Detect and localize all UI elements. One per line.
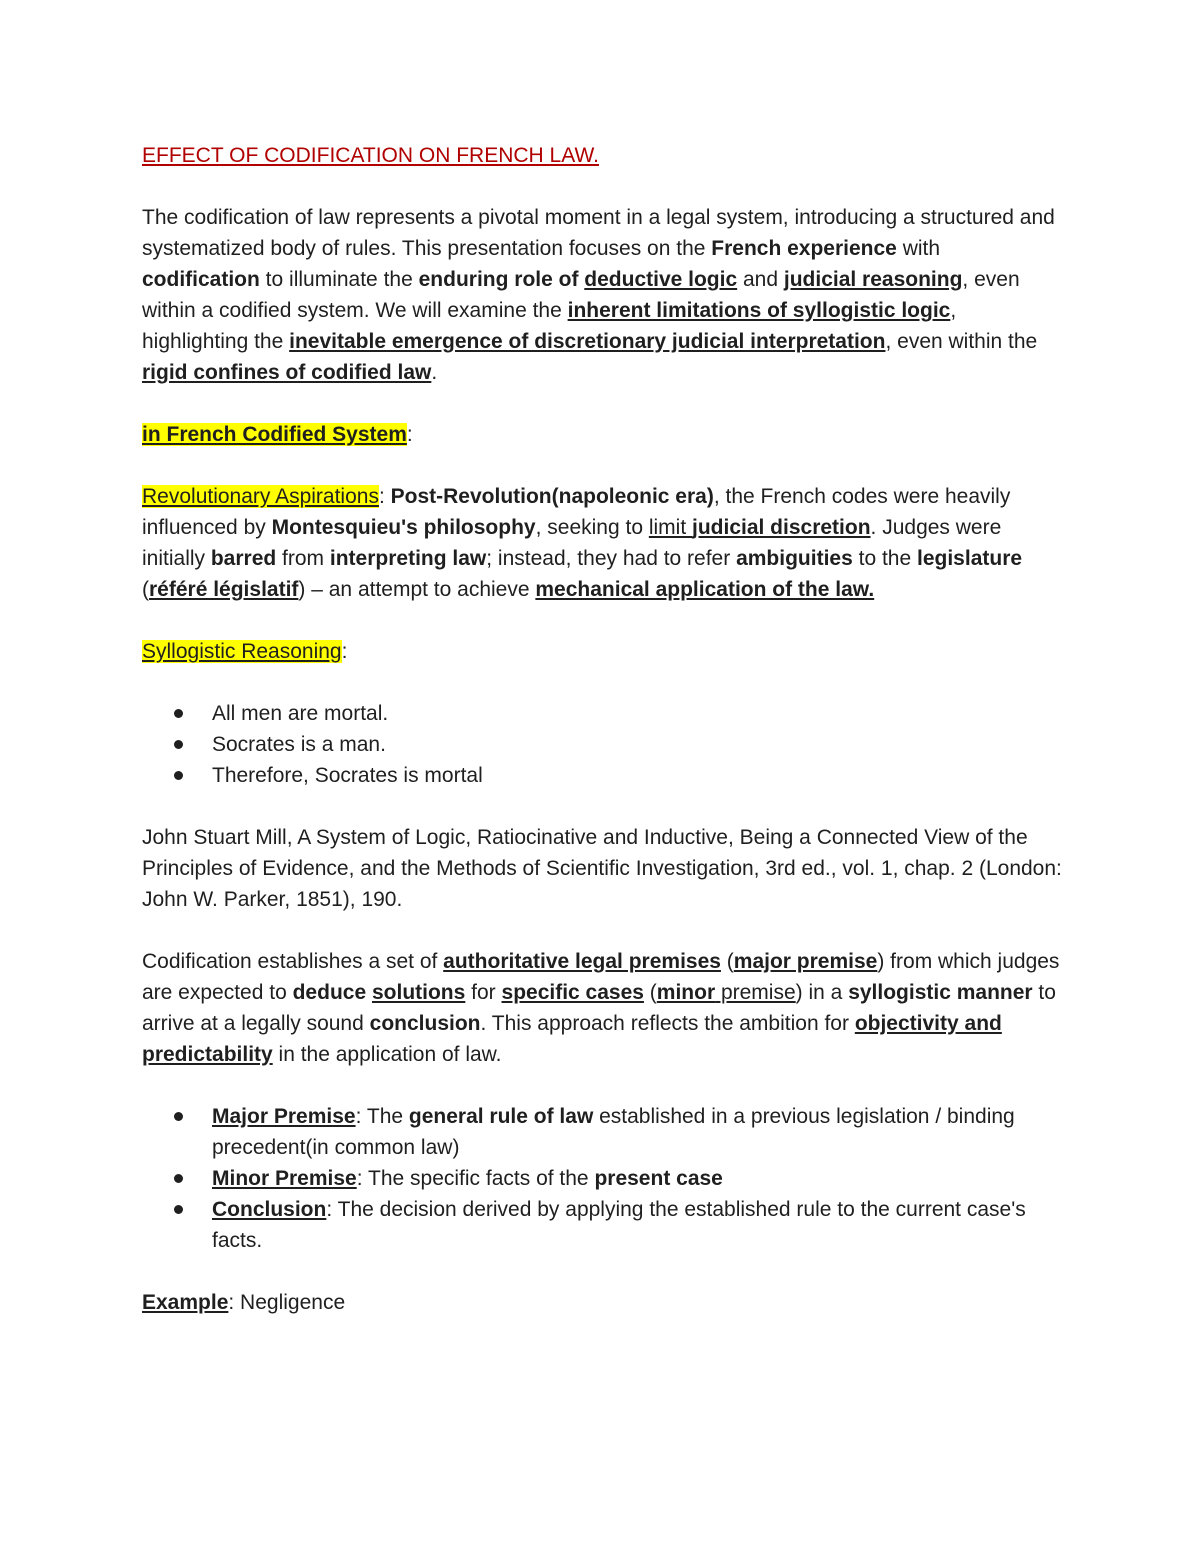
text-run: barred (210, 547, 277, 570)
text-run: inherent limitations of syllogistic logic (567, 299, 951, 322)
syllogistic-heading: Syllogistic Reasoning: (142, 640, 348, 663)
text-run: French experience (711, 237, 897, 260)
text-run: ( (142, 578, 149, 601)
text-run: , highlighting the (142, 299, 957, 353)
text-run: Revolutionary Aspirations (142, 485, 379, 508)
section-heading: in French Codified System: (142, 423, 413, 446)
text-run: interpreting law (329, 547, 487, 570)
text-run: Montesquieu's philosophy (271, 516, 536, 539)
text-run: mechanical application of the law. (535, 578, 875, 601)
text-run: codification (142, 268, 260, 291)
list-item (142, 1163, 1062, 1194)
text-run: Example (142, 1291, 229, 1314)
text-run: specific cases (501, 981, 644, 1004)
text-run: : Negligence (228, 1291, 346, 1314)
list-item: Therefore, Socrates is mortal (142, 760, 1062, 791)
text-run: ) – an attempt to achieve (298, 578, 536, 601)
text-run: ambiguities (736, 547, 853, 570)
text-run: deductive logic (584, 268, 738, 291)
text-run: major premise (733, 950, 878, 973)
premise-list (142, 1101, 1062, 1256)
text-run: . Judges were initially (142, 516, 1002, 570)
text-run: . This approach reflects the ambition for (480, 1012, 855, 1035)
list-item: Socrates is a man. (142, 729, 1062, 760)
text-run: Minor Premise (212, 1167, 357, 1190)
text-run: minor (656, 981, 716, 1004)
text-run: Post-Revolution(napoleonic era) (390, 485, 714, 508)
text-run: inevitable emergence of discretionary judicial interpretation (289, 330, 886, 353)
text-run: , even within the (885, 330, 1038, 353)
text-run: : (378, 485, 391, 508)
list-item (142, 1101, 1062, 1163)
text-run: Conclusion (212, 1198, 327, 1221)
text-run: enduring role of (418, 268, 585, 291)
text-run: : The decision derived by applying the established rule to the current case's facts. (212, 1198, 1026, 1252)
text-run: legislature (917, 547, 1023, 570)
text-run: , the French codes were heavily influenced by (142, 485, 1011, 539)
text-run: for (465, 981, 502, 1004)
text-run: present case (594, 1167, 723, 1190)
syllogism-list (142, 698, 1062, 791)
text-run: deduce (292, 981, 367, 1004)
text-run: ( (720, 950, 734, 973)
text-run: : The specific facts of the (356, 1167, 595, 1190)
text-run: to illuminate the (259, 268, 419, 291)
text-run: premise (715, 981, 796, 1004)
text-run: to the (852, 547, 917, 570)
revolutionary-aspirations-paragraph (142, 481, 1062, 605)
text-run: and (737, 268, 784, 291)
document-body (142, 140, 1062, 1318)
text-run: general rule of law (408, 1105, 594, 1128)
text-run: Major Premise (212, 1105, 356, 1128)
text-run: from (276, 547, 330, 570)
list-item: All men are mortal. (142, 698, 1062, 729)
list-item (142, 1194, 1062, 1256)
syllogistic-heading-label: Syllogistic Reasoning (142, 640, 342, 663)
codification-paragraph (142, 946, 1062, 1070)
text-run: rigid confines of codified law (142, 361, 432, 384)
text-run: conclusion (369, 1012, 481, 1035)
text-run: limit (648, 516, 692, 539)
text-run: ( (643, 981, 657, 1004)
section-heading-label: in French Codified System (142, 423, 407, 446)
intro-paragraph (142, 202, 1062, 388)
text-run: judicial reasoning (783, 268, 963, 291)
text-run: authoritative legal premises (443, 950, 721, 973)
text-run: Codification establishes a set of (142, 950, 444, 973)
text-run: solutions (371, 981, 466, 1004)
text-run: , even within a codified system. We will examine the (142, 268, 1020, 322)
text-run: in the application of law. (272, 1043, 502, 1066)
text-run: to arrive at a legally sound (142, 981, 1056, 1035)
text-run: with (896, 237, 941, 260)
text-run: ) in a (795, 981, 849, 1004)
example-line (142, 1287, 1062, 1318)
document-title: EFFECT OF CODIFICATION ON FRENCH LAW. (142, 144, 599, 167)
text-run: ) from which judges are expected to (142, 950, 1060, 1004)
text-run: objectivity and predictability (142, 1012, 1002, 1066)
text-run: : The (355, 1105, 409, 1128)
text-run: syllogistic manner (848, 981, 1033, 1004)
text-run: established in a previous legislation / binding precedent(in common law) (212, 1105, 1015, 1159)
text-run: ; instead, they had to refer (486, 547, 737, 570)
text-run: . (431, 361, 438, 384)
text-run: judicial discretion (692, 516, 871, 539)
text-run: The codification of law represents a pivotal moment in a legal system, introducing a structured and systematized body of rules. This presentation focuses on the (142, 206, 1055, 260)
citation-paragraph: John Stuart Mill, A System of Logic, Ratiocinative and Inductive, Being a Connected View of the Principles of Evidence, and the Methods of Scientific Investigation, 3rd ed., vol. 1, chap. 2 (London: John W. Parker, 1851), 190. (142, 826, 1062, 911)
text-run: référé législatif (149, 578, 299, 601)
text-run: , seeking to (535, 516, 649, 539)
